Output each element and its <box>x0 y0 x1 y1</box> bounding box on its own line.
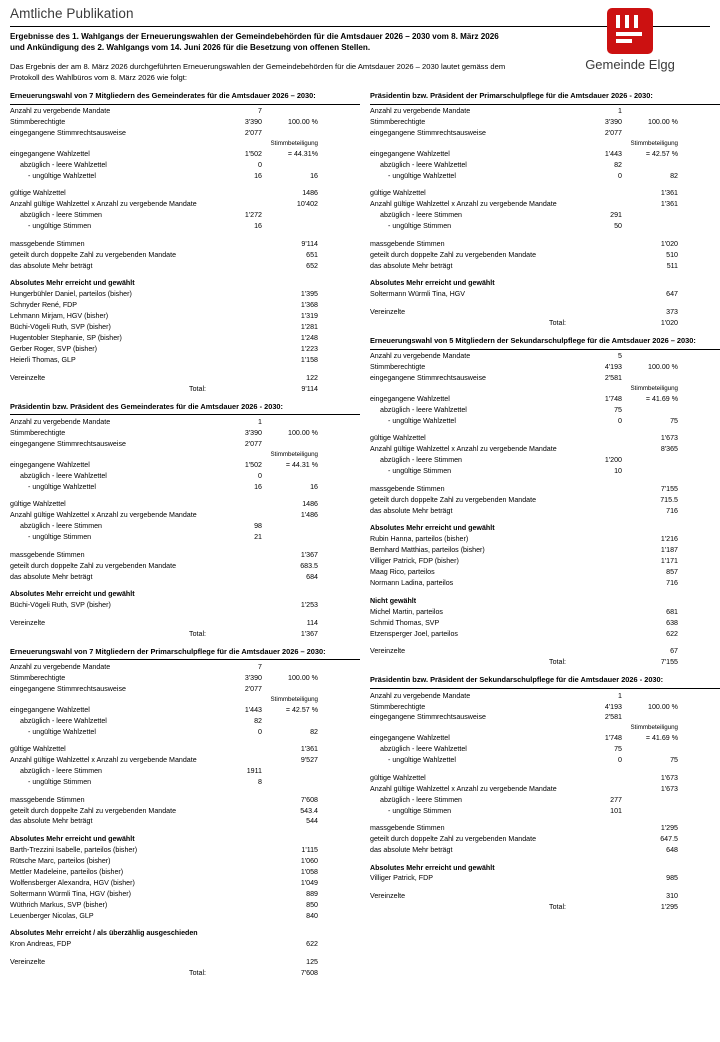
table-row: Anzahl zu vergebende Mandate 1 <box>10 418 262 427</box>
table-row: Anzahl zu vergebende Mandate 5 <box>370 352 622 361</box>
table-row: abzüglich - leere Stimmen 98 <box>20 522 262 531</box>
table-row: Vereinzelte 67 <box>370 647 678 656</box>
results-table <box>370 107 720 329</box>
table-row: Anzahl gültige Wahlzettel x Anzahl zu vergebende Mandate 10'402 <box>10 200 318 209</box>
table-row: Vereinzelte 122 <box>10 373 318 382</box>
table-row: Total: 7'608 <box>189 968 318 977</box>
table-row: geteilt durch doppelte Zahl zu vergebenden Mandate 683.5 <box>10 561 318 570</box>
table-row: Maag Rico, parteilos 857 <box>370 568 678 577</box>
table-row: Michel Martin, parteilos 681 <box>370 607 678 616</box>
lead-paragraph: Ergebnisse des 1. Wahlgangs der Erneuerungswahlen der Gemeindebehörden für die Amtsdauer 2026 – 2030 vom 8. März 2026 und Ankündigung des 2. Wahlgangs vom 14. Juni 2026 für die Besetzung von offenen Stellen. <box>10 32 499 53</box>
table-row: abzüglich - leere Wahlzettel 0 <box>20 471 262 480</box>
table-row: massgebende Stimmen 7'155 <box>370 484 678 493</box>
table-row: Stimmbeteiligung <box>630 385 678 393</box>
table-row: abzüglich - leere Stimmen 277 <box>380 795 622 804</box>
table-row: abzüglich - leere Wahlzettel 82 <box>380 160 622 169</box>
table-row: Barth-Trezzini Isabelle, parteilos (bisher) 1'115 <box>10 845 318 854</box>
table-row: gültige Wahlzettel 1486 <box>10 189 318 198</box>
table-row: Total: 1'367 <box>189 629 318 638</box>
table-row: Absolutes Mehr erreicht und gewählt <box>370 524 495 533</box>
results-table <box>370 691 720 913</box>
table-row: massgebende Stimmen 7'608 <box>10 795 318 804</box>
table-row: geteilt durch doppelte Zahl zu vergebenden Mandate 647.5 <box>370 835 678 844</box>
table-row: Total: 1'020 <box>549 318 678 327</box>
table-row: Heierli Thomas, GLP 1'158 <box>10 356 318 365</box>
table-row: Stimmbeteiligung <box>270 695 318 703</box>
table-row: eingegangene Wahlzettel 1'443 = 42.57 % <box>10 705 318 714</box>
table-row: Absolutes Mehr erreicht und gewählt <box>10 279 135 288</box>
right-column <box>360 89 720 979</box>
table-row: Anzahl gültige Wahlzettel x Anzahl zu vergebende Mandate 1'486 <box>10 511 318 520</box>
table-row: eingegangene Stimmrechtsausweise 2'581 <box>370 713 622 722</box>
left-column <box>10 89 360 979</box>
table-row: Rütsche Marc, parteilos (bisher) 1'060 <box>10 856 318 865</box>
table-row: Anzahl zu vergebende Mandate 1 <box>370 107 622 116</box>
table-row: - ungültige Stimmen 16 <box>28 222 262 231</box>
table-row: das absolute Mehr beträgt 511 <box>370 261 678 270</box>
section-divider <box>370 688 720 689</box>
section-title: Erneuerungswahl von 5 Mitgliedern der Sekundarschulpflege für die Amtsdauer 2026 – 2030: <box>370 335 696 345</box>
table-row: Anzahl gültige Wahlzettel x Anzahl zu vergebende Mandate 1'673 <box>370 784 678 793</box>
results-table <box>10 662 360 979</box>
results-table <box>10 107 360 395</box>
table-row: geteilt durch doppelte Zahl zu vergebenden Mandate 651 <box>10 250 318 259</box>
table-row: Hungerbühler Daniel, parteilos (bisher) 1'395 <box>10 290 318 299</box>
section-divider <box>10 104 360 105</box>
table-row: Soltermann Würmli Tina, HGV (bisher) 889 <box>10 889 318 898</box>
table-row: Anzahl gültige Wahlzettel x Anzahl zu vergebende Mandate 1'361 <box>370 200 678 209</box>
section-gemeinderat-mitglieder <box>10 91 360 395</box>
table-row: eingegangene Wahlzettel 1'502 = 44.31 % <box>10 460 318 469</box>
logo-label: Gemeinde Elgg <box>585 57 675 72</box>
table-row: abzüglich - leere Stimmen 1'200 <box>380 456 622 465</box>
table-row: geteilt durch doppelte Zahl zu vergebenden Mandate 543.4 <box>10 806 318 815</box>
table-row: Anzahl gültige Wahlzettel x Anzahl zu vergebende Mandate 9'527 <box>10 756 318 765</box>
table-row: Absolutes Mehr erreicht und gewählt <box>370 279 495 288</box>
table-row: Stimmberechtigte 4'193 100.00 % <box>370 363 678 372</box>
table-row: Etzensperger Joel, parteilos 622 <box>370 629 678 638</box>
section-divider <box>10 414 360 415</box>
table-row: Villiger Patrick, FDP (bisher) 1'171 <box>370 557 678 566</box>
table-row: Vereinzelte 373 <box>370 307 678 316</box>
table-row: abzüglich - leere Wahlzettel 0 <box>20 160 262 169</box>
table-row: eingegangene Wahlzettel 1'502 = 44.31% <box>10 150 318 159</box>
table-row: Vereinzelte 310 <box>370 892 678 901</box>
table-row: Stimmberechtigte 3'390 100.00 % <box>10 118 318 127</box>
table-row: - ungültige Wahlzettel 16 16 <box>28 482 318 491</box>
table-row: Anzahl zu vergebende Mandate 7 <box>10 107 262 116</box>
table-row: Kron Andreas, FDP 622 <box>10 940 318 949</box>
table-row: Absolutes Mehr erreicht und gewählt <box>370 863 495 872</box>
table-row: Schnyder René, FDP 1'368 <box>10 301 318 310</box>
table-row: Schmid Thomas, SVP 638 <box>370 618 678 627</box>
table-row: Nicht gewählt <box>370 596 417 605</box>
table-row: Stimmberechtigte 4'193 100.00 % <box>370 702 678 711</box>
table-row: das absolute Mehr beträgt 544 <box>10 817 318 826</box>
section-title: Erneuerungswahl von 7 Mitgliedern des Gemeinderates für die Amtsdauer 2026 – 2030: <box>10 90 316 100</box>
table-row: gültige Wahlzettel 1'361 <box>10 745 318 754</box>
table-row: Vereinzelte 114 <box>10 618 318 627</box>
table-row: eingegangene Wahlzettel 1'748 = 41.69 % <box>370 734 678 743</box>
document-header <box>0 0 720 83</box>
table-row: - ungültige Stimmen 8 <box>28 778 262 787</box>
table-row: Stimmbeteiligung <box>270 450 318 458</box>
table-row: Total: 9'114 <box>189 384 318 393</box>
table-row: gültige Wahlzettel 1'673 <box>370 434 678 443</box>
table-row: eingegangene Wahlzettel 1'748 = 41.69 % <box>370 395 678 404</box>
table-row: eingegangene Stimmrechtsausweise 2'077 <box>370 129 622 138</box>
table-row: Anzahl gültige Wahlzettel x Anzahl zu vergebende Mandate 8'365 <box>370 445 678 454</box>
table-row: Soltermann Würmli Tina, HGV 647 <box>370 290 678 299</box>
table-row: abzüglich - leere Wahlzettel 75 <box>380 405 622 414</box>
section-title: Präsidentin bzw. Präsident der Sekundarschulpflege für die Amtsdauer 2026 - 2030: <box>370 675 664 685</box>
table-row: massgebende Stimmen 9'114 <box>10 239 318 248</box>
table-row: Wolfensberger Alexandra, HGV (bisher) 1'049 <box>10 878 318 887</box>
table-row: Leuenberger Nicolas, GLP 840 <box>10 911 318 920</box>
table-row: eingegangene Stimmrechtsausweise 2'077 <box>10 129 262 138</box>
section-divider <box>10 659 360 660</box>
table-row: Stimmbeteiligung <box>270 140 318 148</box>
table-row: Lehmann Mirjam, HGV (bisher) 1'319 <box>10 312 318 321</box>
table-row: Absolutes Mehr erreicht und gewählt <box>10 590 135 599</box>
table-row: Absolutes Mehr erreicht und gewählt <box>10 835 135 844</box>
table-row: Anzahl zu vergebende Mandate 1 <box>370 691 622 700</box>
section-title: Erneuerungswahl von 7 Mitgliedern der Primarschulpflege für die Amtsdauer 2026 – 2030: <box>10 646 326 656</box>
table-row: geteilt durch doppelte Zahl zu vergebenden Mandate 715.5 <box>370 495 678 504</box>
table-row: massgebende Stimmen 1'020 <box>370 239 678 248</box>
table-row: Hugentobler Stephanie, SP (bisher) 1'248 <box>10 334 318 343</box>
section-primarschulpflege-praesidium <box>370 91 720 329</box>
table-row: massgebende Stimmen 1'295 <box>370 824 678 833</box>
table-row: gültige Wahlzettel 1486 <box>10 500 318 509</box>
table-row: das absolute Mehr beträgt 684 <box>10 572 318 581</box>
page-title: Amtliche Publikation <box>10 6 134 21</box>
section-divider <box>370 104 720 105</box>
table-row: massgebende Stimmen 1'367 <box>10 550 318 559</box>
table-row: gültige Wahlzettel 1'673 <box>370 773 678 782</box>
table-row: Total: 1'295 <box>549 902 678 911</box>
table-row: Stimmbeteiligung <box>630 140 678 148</box>
table-row: eingegangene Wahlzettel 1'443 = 42.57 % <box>370 150 678 159</box>
table-row: abzüglich - leere Stimmen 1911 <box>20 767 262 776</box>
table-row: Stimmberechtigte 3'390 100.00 % <box>10 429 318 438</box>
table-row: Anzahl zu vergebende Mandate 7 <box>10 663 262 672</box>
results-table <box>370 352 720 669</box>
table-row: - ungültige Wahlzettel 0 82 <box>28 727 318 736</box>
table-row: - ungültige Wahlzettel 0 82 <box>388 171 678 180</box>
table-row: abzüglich - leere Stimmen 291 <box>380 211 622 220</box>
table-row: Villiger Patrick, FDP 985 <box>370 874 678 883</box>
table-row: Mettler Madeleine, parteilos (bisher) 1'058 <box>10 867 318 876</box>
table-row: Normann Ladina, parteilos 716 <box>370 579 678 588</box>
table-row: Gerber Roger, SVP (bisher) 1'223 <box>10 345 318 354</box>
table-row: - ungültige Wahlzettel 16 16 <box>28 171 318 180</box>
table-row: eingegangene Stimmrechtsausweise 2'077 <box>10 440 262 448</box>
table-row: Stimmberechtigte 3'390 100.00 % <box>370 118 678 127</box>
table-row: das absolute Mehr beträgt 648 <box>370 845 678 854</box>
elgg-coat-of-arms-icon <box>607 8 653 54</box>
section-title: Präsidentin bzw. Präsident der Primarschulpflege für die Amtsdauer 2026 - 2030: <box>370 90 653 100</box>
section-sekundarschulpflege-mitglieder <box>370 336 720 668</box>
section-divider <box>370 349 720 350</box>
table-row: das absolute Mehr beträgt 652 <box>10 261 318 270</box>
table-row: Wüthrich Markus, SVP (bisher) 850 <box>10 900 318 909</box>
municipality-logo <box>550 8 710 72</box>
intro-paragraph: Das Ergebnis der am 8. März 2026 durchgeführten Erneuerungswahlen der Gemeindebehörden für die Amtsdauer 2026 – 2030 lautet gemäss dem Protokoll des Wahlbüros vom 8. März 2026 wie folgt: <box>10 61 506 82</box>
table-row: - ungültige Stimmen 21 <box>28 533 262 542</box>
table-row: - ungültige Stimmen 50 <box>388 222 622 231</box>
table-row: Bernhard Matthias, parteilos (bisher) 1'187 <box>370 546 678 555</box>
table-row: gültige Wahlzettel 1'361 <box>370 189 678 198</box>
table-row: Büchi-Vögeli Ruth, SVP (bisher) 1'253 <box>10 601 318 609</box>
table-row: Stimmbeteiligung <box>630 724 678 732</box>
table-row: Vereinzelte 125 <box>10 957 318 966</box>
section-gemeinderat-praesidium <box>10 402 360 640</box>
table-row: Absolutes Mehr erreicht / als überzählig ausgeschieden <box>10 929 198 938</box>
table-row: das absolute Mehr beträgt 716 <box>370 506 678 515</box>
table-row: abzüglich - leere Stimmen 1'272 <box>20 211 262 220</box>
table-row: - ungültige Stimmen 10 <box>388 467 622 476</box>
table-row: abzüglich - leere Wahlzettel 82 <box>20 716 262 725</box>
table-row: - ungültige Wahlzettel 0 75 <box>388 756 678 765</box>
table-row: abzüglich - leere Wahlzettel 75 <box>380 745 622 754</box>
table-row: - ungültige Stimmen 101 <box>388 806 622 815</box>
table-row: eingegangene Stimmrechtsausweise 2'581 <box>370 374 622 383</box>
table-row: geteilt durch doppelte Zahl zu vergebenden Mandate 510 <box>370 250 678 259</box>
two-column-body <box>0 87 720 979</box>
table-row: eingegangene Stimmrechtsausweise 2'077 <box>10 684 262 693</box>
table-row: Total: 7'155 <box>549 658 678 666</box>
table-row: Stimmberechtigte 3'390 100.00 % <box>10 674 318 683</box>
section-primarschulpflege-mitglieder <box>10 647 360 979</box>
table-row: Büchi-Vögeli Ruth, SVP (bisher) 1'281 <box>10 323 318 332</box>
section-sekundarschulpflege-praesidium <box>370 675 720 913</box>
section-title: Präsidentin bzw. Präsident des Gemeinderates für die Amtsdauer 2026 - 2030: <box>10 401 284 411</box>
table-row: Rubin Hanna, parteilos (bisher) 1'216 <box>370 535 678 544</box>
results-table <box>10 417 360 639</box>
table-row: - ungültige Wahlzettel 0 75 <box>388 416 678 425</box>
